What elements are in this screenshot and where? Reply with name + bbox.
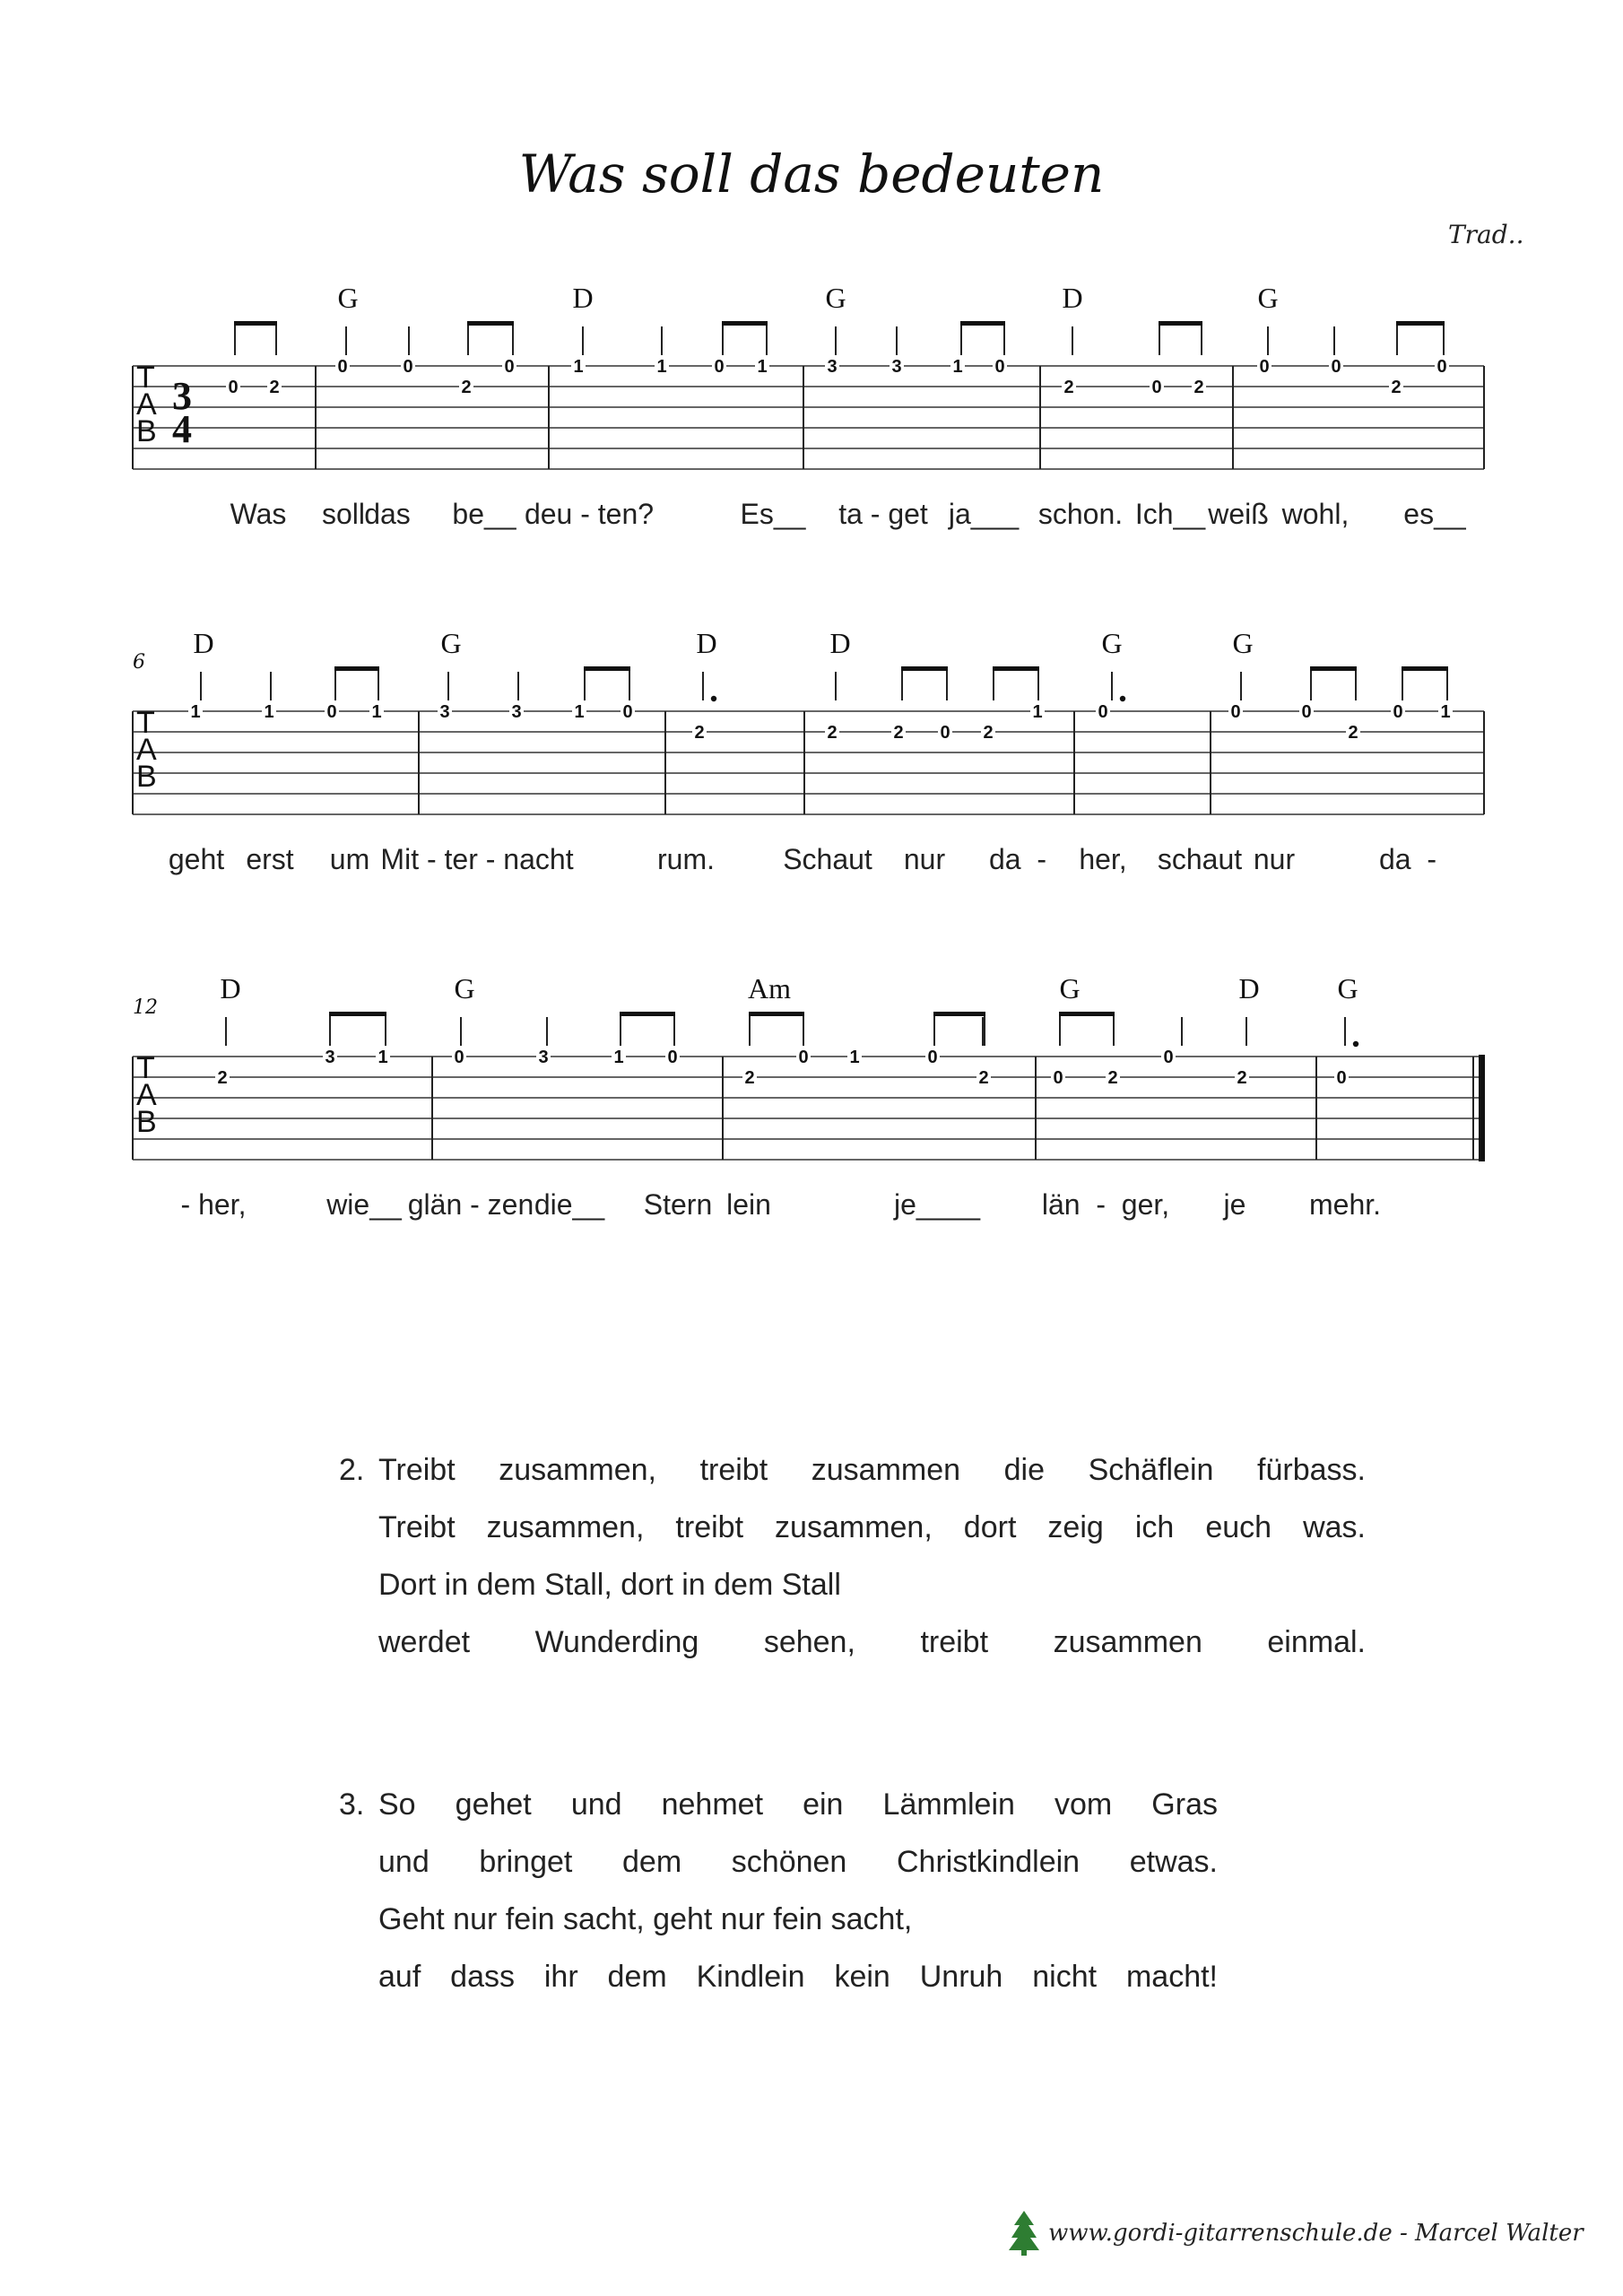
fret-number: 2	[827, 723, 838, 743]
chord-symbol: G	[825, 282, 846, 314]
tab-clef-letter: B	[136, 414, 157, 448]
lyric-syllable: Schaut	[783, 843, 872, 875]
verse-line: Treibt zusammen, treibt zusammen die Schäflein fürbass.	[378, 1453, 1366, 1487]
lyric-syllable: Mit - ter - nacht	[380, 843, 574, 875]
lyric-syllable: soll	[321, 498, 366, 530]
fret-number: 1	[574, 702, 585, 722]
chord-symbol: D	[1062, 282, 1083, 314]
fret-number: 3	[511, 702, 522, 722]
fret-number: 3	[891, 357, 902, 377]
fret-number: 0	[1331, 357, 1341, 377]
tab-clef-letter: A	[136, 733, 157, 767]
chord-symbol: G	[1232, 627, 1254, 659]
fret-number: 3	[538, 1048, 549, 1067]
lyric-syllable: es__	[1403, 498, 1466, 530]
verse-line: Dort in dem Stall, dort in dem Stall	[378, 1568, 841, 1602]
tab-clef-letter: A	[136, 1078, 157, 1112]
fret-number: 0	[714, 357, 725, 377]
verse-line: Treibt zusammen, treibt zusammen, dort zeig ich euch was.	[378, 1510, 1366, 1544]
fret-number: 2	[744, 1068, 755, 1088]
chord-symbol: D	[829, 627, 851, 659]
fret-number: 1	[371, 702, 382, 722]
lyrics-line	[0, 1188, 1623, 1224]
fret-number: 2	[217, 1068, 228, 1088]
rhythm-beam	[620, 1012, 675, 1016]
lyric-syllable: be__	[452, 498, 516, 530]
chord-symbol: D	[572, 282, 594, 314]
lyric-syllable: je	[1223, 1188, 1246, 1221]
verse-number: 2.	[339, 1453, 365, 1487]
tab-clef-letter: T	[136, 1051, 155, 1085]
footer	[1009, 2211, 1584, 2256]
fret-number: 2	[893, 723, 904, 743]
lyric-syllable: da -	[988, 843, 1047, 875]
chord-symbol: G	[440, 627, 462, 659]
tab-clef-letter: B	[136, 760, 157, 794]
verse-line: So gehet und nehmet ein Lämmlein vom Gras	[378, 1787, 1218, 1822]
fret-number: 1	[190, 702, 201, 722]
measure-number: 6	[133, 651, 145, 674]
fret-number: 0	[927, 1048, 938, 1067]
rhythm-beam	[749, 1012, 804, 1016]
fret-number: 0	[667, 1048, 678, 1067]
lyric-syllable: um	[329, 843, 370, 875]
fret-number: 0	[1301, 702, 1312, 722]
verse-line: Geht nur fein sacht, geht nur fein sacht,	[378, 1902, 913, 1936]
lyric-syllable: geht	[168, 843, 225, 875]
lyric-syllable: nur	[903, 843, 946, 875]
verse-line: und bringet dem schönen Christkindlein etwas.	[378, 1845, 1218, 1879]
rhythm-beam	[1059, 1012, 1115, 1016]
fret-number: 0	[994, 357, 1005, 377]
lyric-syllable: län - ger,	[1041, 1188, 1170, 1221]
fret-number: 0	[1393, 702, 1403, 722]
fret-number: 1	[264, 702, 274, 722]
fret-number: 0	[504, 357, 515, 377]
fret-number: 2	[1107, 1068, 1118, 1088]
lyric-syllable: das	[364, 498, 411, 530]
lyric-syllable: deu - ten?	[524, 498, 655, 530]
fret-number: 0	[798, 1048, 809, 1067]
fret-number: 2	[461, 378, 472, 397]
fret-number: 3	[827, 357, 838, 377]
fret-number: 0	[1230, 702, 1241, 722]
measure-number: 12	[133, 996, 158, 1019]
lyric-syllable: - her,	[180, 1188, 247, 1221]
lyric-syllable: glän - zen	[407, 1188, 534, 1221]
fret-number: 2	[1391, 378, 1402, 397]
fret-number: 2	[978, 1068, 989, 1088]
composer: Trad..	[1448, 220, 1524, 249]
lyric-syllable: her,	[1079, 843, 1127, 875]
lyric-syllable: schon.	[1037, 498, 1124, 530]
fret-number: 2	[983, 723, 994, 743]
chord-symbol: D	[696, 627, 717, 659]
fret-number: 0	[454, 1048, 464, 1067]
fret-number: 0	[940, 723, 950, 743]
lyric-syllable: wohl,	[1281, 498, 1350, 530]
tab-clef-letter: A	[136, 387, 157, 422]
lyric-syllable: ta - get	[838, 498, 928, 530]
fret-number: 3	[325, 1048, 335, 1067]
fret-number: 1	[849, 1048, 860, 1067]
lyric-syllable: rum.	[657, 843, 715, 875]
lyric-syllable: weiß	[1208, 498, 1269, 530]
chord-symbol: D	[1238, 972, 1260, 1004]
fret-number: 2	[1193, 378, 1204, 397]
chord-symbol: G	[337, 282, 359, 314]
lyric-syllable: je____	[893, 1188, 981, 1221]
fret-number: 3	[439, 702, 450, 722]
footer-credit[interactable]: www.gordi-gitarrenschule.de - Marcel Walter	[1048, 2220, 1584, 2247]
fret-number: 0	[1053, 1068, 1063, 1088]
lyric-syllable: nur	[1253, 843, 1296, 875]
fret-number: 2	[1063, 378, 1074, 397]
verse-3	[339, 1787, 1218, 2021]
lyric-syllable: Es__	[740, 498, 806, 530]
fret-number: 0	[622, 702, 633, 722]
tab-clef-letter: T	[136, 361, 155, 395]
fret-number: 1	[1032, 702, 1043, 722]
chord-symbol: D	[193, 627, 214, 659]
fret-number: 2	[269, 378, 280, 397]
song-title: Was soll das bedeuten	[518, 144, 1105, 204]
chord-symbol: G	[1257, 282, 1279, 314]
fret-number: 1	[573, 357, 584, 377]
time-signature-top: 3	[172, 374, 192, 418]
verse-line: werdet Wunderding sehen, treibt zusammen einmal.	[378, 1625, 1366, 1659]
fret-number: 0	[1098, 702, 1108, 722]
tab-clef-letter: T	[136, 706, 155, 740]
lyric-syllable: lein	[726, 1188, 771, 1221]
fret-number: 0	[1259, 357, 1270, 377]
time-signature-bottom: 4	[172, 407, 192, 451]
fret-number: 0	[1436, 357, 1447, 377]
tree-icon	[1009, 2211, 1039, 2256]
lyric-syllable: Was	[230, 498, 287, 530]
fret-number: 1	[378, 1048, 388, 1067]
fret-number: 0	[403, 357, 413, 377]
fret-number: 1	[757, 357, 768, 377]
rhythm-beam	[329, 1012, 386, 1016]
fret-number: 1	[613, 1048, 624, 1067]
verse-line: auf dass ihr dem Kindlein kein Unruh nicht macht!	[378, 1960, 1218, 1994]
fret-number: 0	[337, 357, 348, 377]
fret-number: 2	[1348, 723, 1358, 743]
chord-symbol: G	[454, 972, 475, 1004]
fret-number: 0	[228, 378, 239, 397]
chord-symbol: G	[1059, 972, 1081, 1004]
lyric-syllable: wie__	[326, 1188, 402, 1221]
lyric-syllable: schaut	[1157, 843, 1243, 875]
chord-symbol: G	[1101, 627, 1123, 659]
fret-number: 0	[326, 702, 337, 722]
chord-symbol: Am	[748, 972, 791, 1004]
fret-number: 2	[1237, 1068, 1247, 1088]
verse-number: 3.	[339, 1787, 365, 1822]
verse-2	[339, 1453, 1366, 1686]
fret-number: 1	[656, 357, 667, 377]
lyric-syllable: mehr.	[1308, 1188, 1382, 1221]
lyric-syllable: Ich__	[1134, 498, 1206, 530]
fret-number: 0	[1163, 1048, 1174, 1067]
lyric-syllable: Stern	[643, 1188, 713, 1221]
dotted-note	[1353, 1041, 1358, 1047]
fret-number: 2	[694, 723, 705, 743]
chord-symbol: D	[220, 972, 241, 1004]
fret-number: 1	[952, 357, 963, 377]
fret-number: 0	[1151, 378, 1162, 397]
lyric-syllable: da -	[1378, 843, 1437, 875]
tab-clef-letter: B	[136, 1105, 157, 1139]
rhythm-beam	[933, 1012, 985, 1016]
final-barline	[1479, 1055, 1485, 1161]
lyric-syllable: erst	[246, 843, 294, 875]
lyric-syllable: ja___	[948, 498, 1020, 530]
fret-number: 0	[1336, 1068, 1347, 1088]
fret-number: 1	[1440, 702, 1451, 722]
chord-symbol: G	[1337, 972, 1358, 1004]
lyric-syllable: die__	[534, 1188, 605, 1221]
